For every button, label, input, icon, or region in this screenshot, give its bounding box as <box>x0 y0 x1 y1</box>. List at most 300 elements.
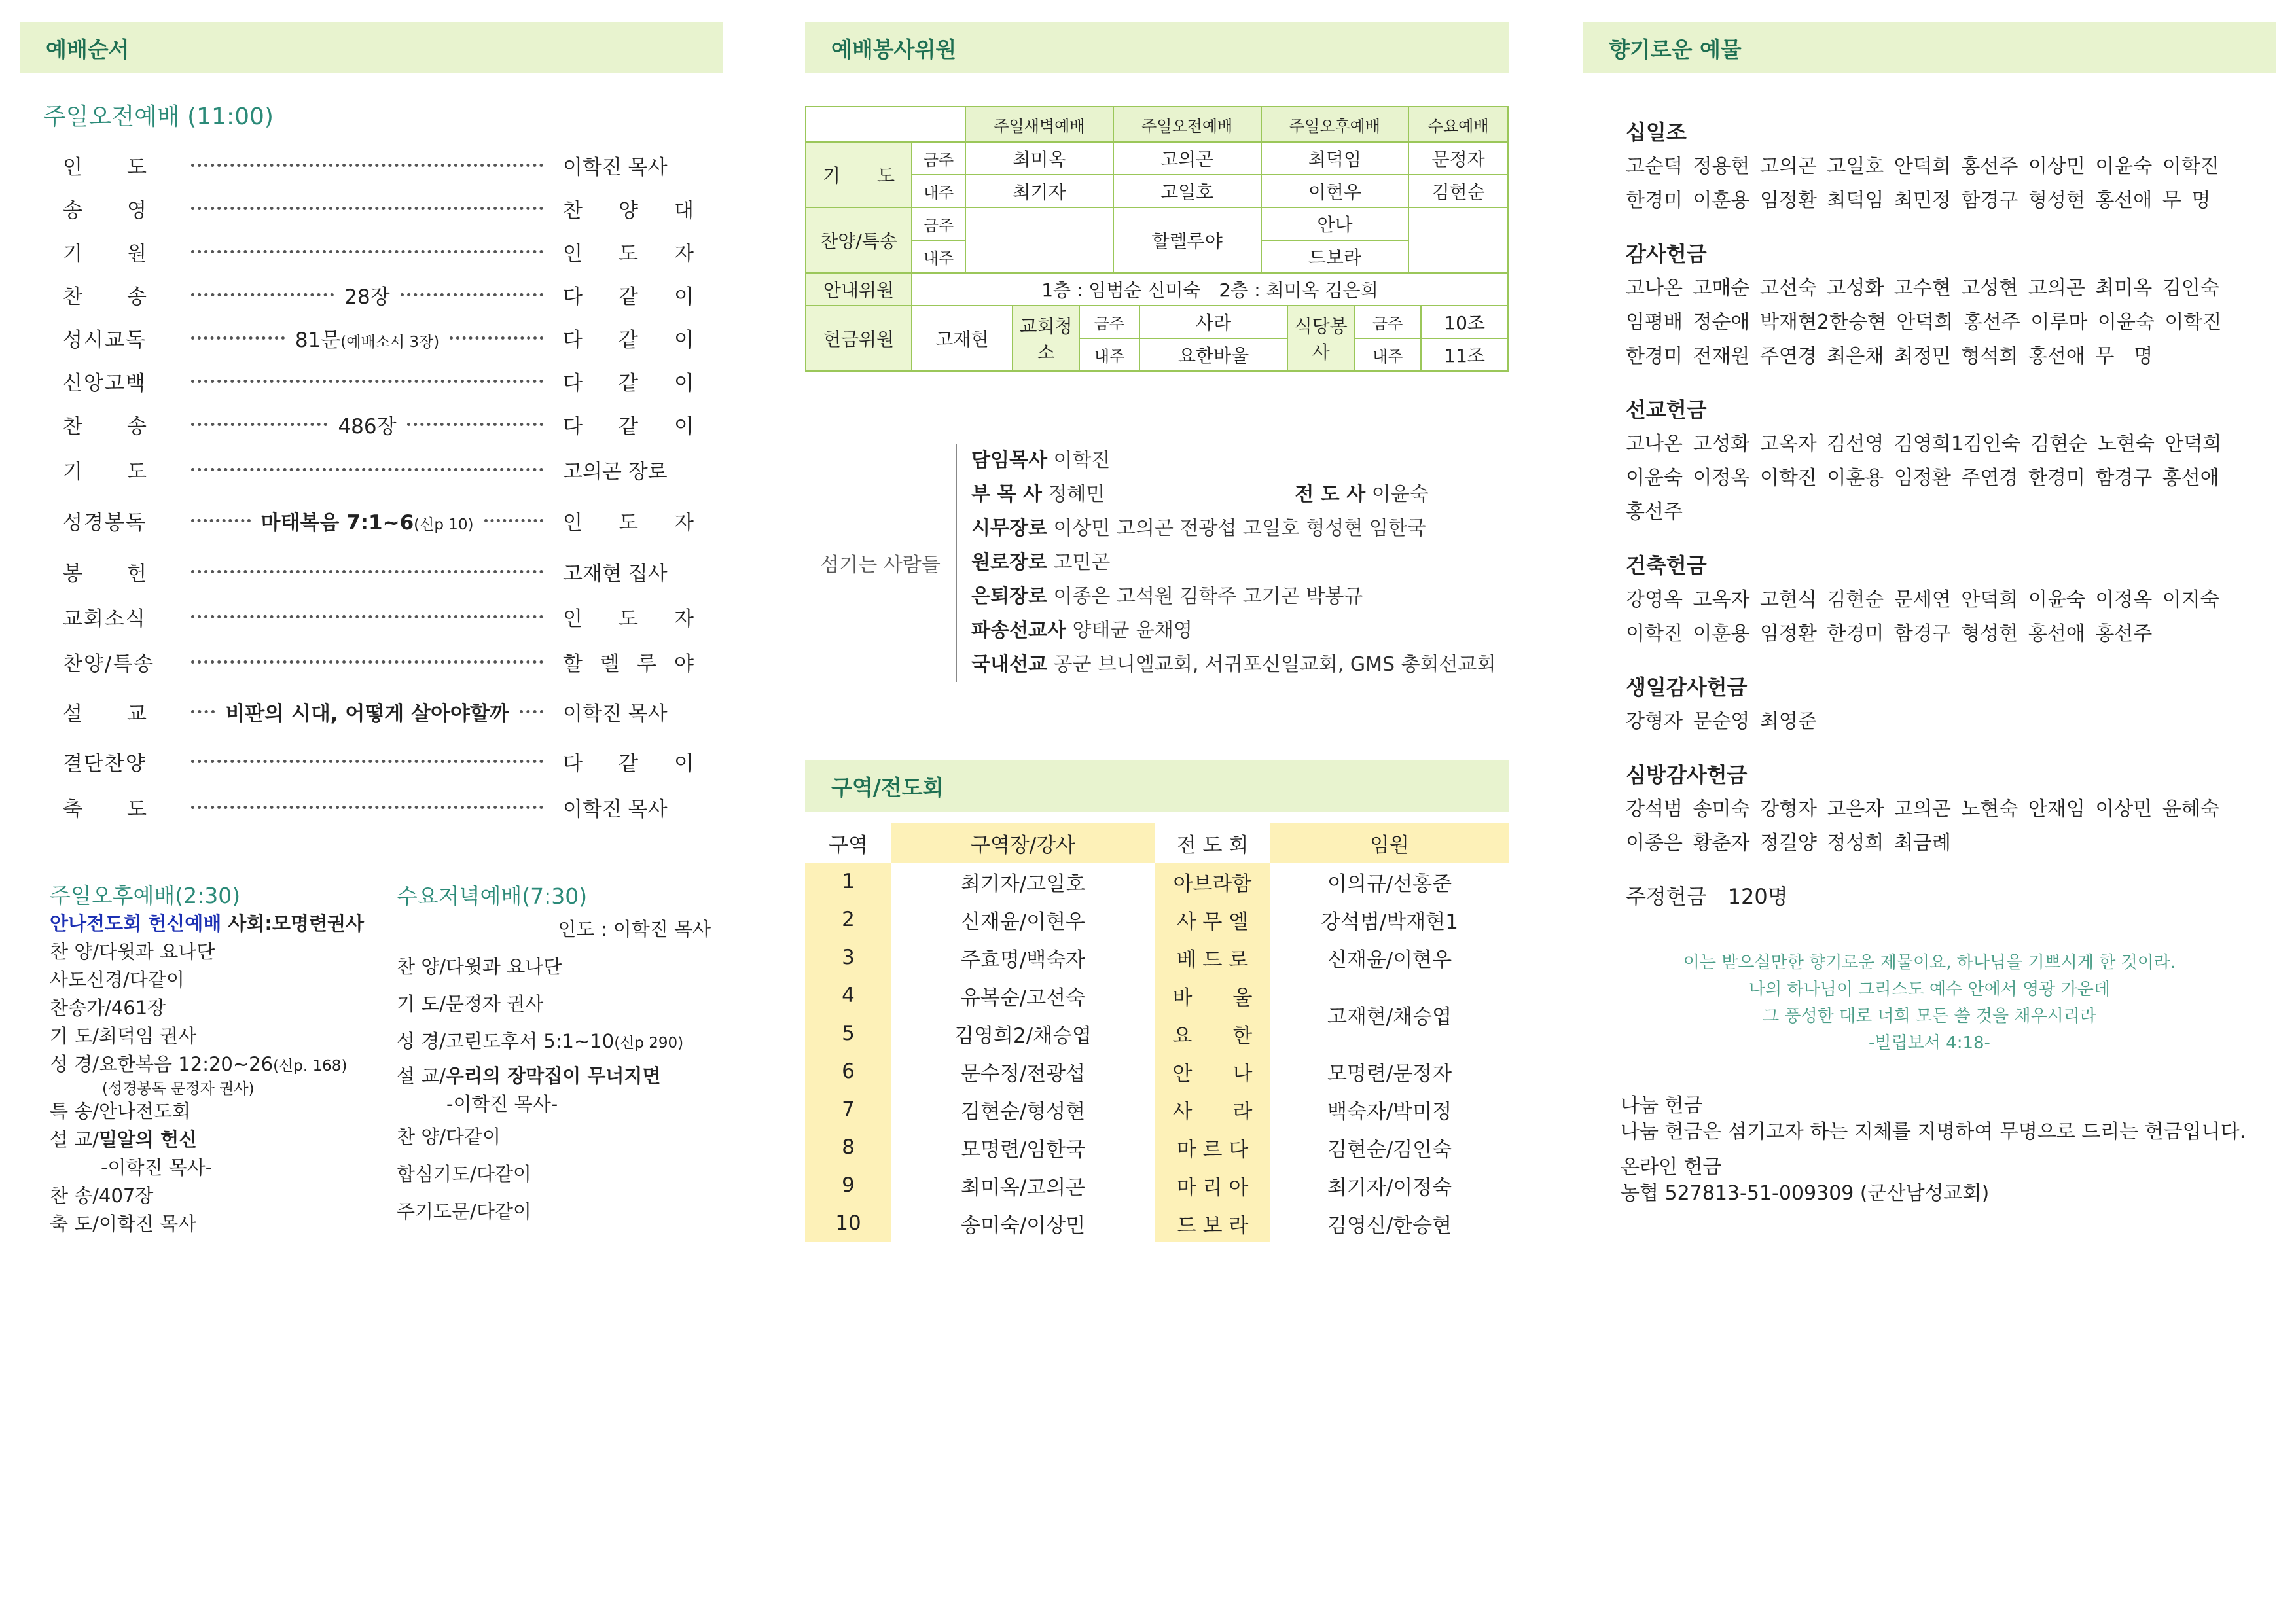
name-char: 같 <box>619 371 638 395</box>
share-title: 나눔 헌금 <box>1621 1094 1703 1117</box>
mission-group: 요 한 <box>1155 1014 1270 1052</box>
verse-line: 이는 받으실만한 향기로운 제물이요, 하나님을 기쁘시게 한 것이라. <box>1683 953 2176 972</box>
order-leader-dots <box>187 697 547 726</box>
col-afternoon: 주일오후예배 <box>1261 107 1409 142</box>
pm-line: 찬 송/407장 <box>50 1185 154 1207</box>
order-row <box>20 638 723 685</box>
order-item-label: 기 도 <box>63 459 148 484</box>
order-row <box>20 359 723 402</box>
offering-sections <box>1626 116 2276 861</box>
worship-order-column <box>20 22 723 1238</box>
staff-entries <box>956 444 1496 682</box>
donor-line: 고나온 고성화 고옥자 김선영 김영희1김인숙 김현순 노현숙 안덕희 <box>1626 433 2222 455</box>
order-item-person <box>547 602 694 632</box>
verse-reference: -빌립보서 4:18- <box>1869 1033 1990 1053</box>
pm-preacher: -이학진 목사- <box>101 1156 213 1179</box>
pm-scripture-page: (신p. 168) <box>273 1058 348 1075</box>
praise-empty <box>1408 207 1508 273</box>
order-item-label: 인 도 <box>63 155 148 179</box>
prayer-cell: 최미옥 <box>965 142 1113 175</box>
name-char: 이 <box>674 328 694 352</box>
name-char: 찬 <box>563 198 583 223</box>
online-title: 온라인 헌금 <box>1621 1156 1722 1179</box>
wed-line: 주기도문/다같이 <box>397 1200 531 1222</box>
order-item-label: 신앙고백 <box>63 371 147 395</box>
dot-leader <box>191 336 285 340</box>
name-char: 도 <box>619 607 638 631</box>
service-committee-column <box>805 22 1509 1242</box>
order-row <box>20 316 723 359</box>
name-char: 인 <box>563 607 583 631</box>
donor-line: 한경미 전재원 주연경 최은채 최정민 형석희 홍선애 무 명 <box>1626 345 2153 368</box>
cleaning-next: 요한바울 <box>1139 338 1287 371</box>
order-item-person: 이학진 목사 <box>563 155 668 179</box>
wed-line: 합심기도/다같이 <box>397 1163 531 1185</box>
order-item-label: 찬 송 <box>63 285 148 309</box>
donor-line: 한경미 이훈용 임정환 최덕임 최민정 함경구 형성현 홍선애 무 명 <box>1626 189 2211 212</box>
table-row <box>805 1090 1509 1128</box>
donor-line: 홍선주 <box>1626 501 1683 524</box>
name-char: 다 <box>563 328 583 352</box>
name-char: 루 <box>637 652 657 676</box>
mission-officer: 강석범/박재현1 <box>1321 910 1458 934</box>
dot-leader <box>484 519 544 522</box>
offering-value: 고재현 <box>912 306 1013 371</box>
usher-value: 1층 : 임범순 신미숙 2층 : 최미옥 김은희 <box>912 273 1508 306</box>
offering-section <box>1626 671 2276 739</box>
mission-officer: 김영신/한승현 <box>1327 1213 1452 1238</box>
dot-leader <box>191 468 543 471</box>
wed-sermon-label: 설 교/ <box>397 1065 446 1087</box>
staff-line <box>971 546 1496 580</box>
name-char: 할 <box>563 652 583 676</box>
staff-names: 이상민 고의곤 전광섭 고일호 형성현 임한국 <box>1047 517 1426 540</box>
name-char: 도 <box>619 241 638 266</box>
order-row <box>20 187 723 230</box>
district-number: 5 <box>805 1014 891 1052</box>
next-week: 내주 <box>1354 338 1421 371</box>
col-district: 구역 <box>829 833 868 857</box>
donor-line: 강석범 송미숙 강형자 고은자 고의곤 노현숙 안재임 이상민 윤혜숙 <box>1626 798 2219 821</box>
name-char: 다 <box>563 285 583 309</box>
prayer-cell: 최덕임 <box>1261 142 1409 175</box>
order-leader-dots <box>187 323 547 353</box>
mission-group: 마 리 아 <box>1155 1166 1270 1204</box>
table-row <box>805 1052 1509 1090</box>
district-number: 1 <box>805 863 891 901</box>
main-offering-count: 120명 <box>1727 884 1788 909</box>
dot-leader <box>191 806 543 809</box>
order-item-label: 봉 헌 <box>63 562 148 586</box>
table-row <box>805 1128 1509 1166</box>
offering-title: 선교헌금 <box>1626 397 1707 422</box>
order-leader-dots <box>187 570 547 573</box>
wed-line: 기 도/문정자 권사 <box>397 993 544 1015</box>
name-char: 같 <box>619 285 638 309</box>
mission-group: 마 르 다 <box>1155 1128 1270 1166</box>
order-leader-dots <box>187 410 547 439</box>
morning-service-title: 주일오전예배 (11:00) <box>43 103 274 130</box>
wed-scripture-page: (신p 290) <box>614 1035 684 1052</box>
name-char: 인 <box>563 241 583 266</box>
order-item-person: 고의곤 장로 <box>563 459 668 484</box>
order-item-detail <box>289 323 446 353</box>
share-offering <box>1621 1093 2276 1207</box>
order-row <box>20 143 723 187</box>
order-detail-text: 마태복음 7:1~6 <box>260 510 414 535</box>
col-morning: 주일오전예배 <box>1113 107 1261 142</box>
praise-label: 찬양/특송 <box>806 207 912 273</box>
offering-section <box>1626 758 2276 861</box>
order-leader-dots <box>187 506 547 535</box>
mission-officer: 신재윤/이현우 <box>1327 948 1452 972</box>
dot-leader <box>191 250 543 253</box>
name-char: 다 <box>563 371 583 395</box>
afternoon-service <box>20 882 397 1238</box>
name-char: 자 <box>674 607 694 631</box>
staff-list <box>805 444 1509 682</box>
this-week: 금주 <box>1354 306 1421 338</box>
dot-leader <box>191 570 543 573</box>
district-leader: 신재윤/이현우 <box>960 910 1086 934</box>
donor-line: 임평배 정순애 박재현2한승현 안덕희 홍선주 이루마 이윤숙 이학진 <box>1626 311 2222 334</box>
name-char: 자 <box>674 510 694 535</box>
main-offering <box>1626 880 2276 910</box>
pm-line: 찬 양/다윗과 요나단 <box>50 940 215 963</box>
district-leader: 유복순/고선숙 <box>960 986 1086 1010</box>
staff-role: 은퇴장로 <box>971 585 1047 608</box>
this-week: 금주 <box>912 142 965 175</box>
next-week: 내주 <box>1079 338 1139 371</box>
mission-group: 사 무 엘 <box>1155 901 1270 938</box>
praise-afternoon-next: 드보라 <box>1261 240 1409 273</box>
order-leader-dots <box>187 660 547 664</box>
pm-special: 특 송/안나전도회 <box>50 1100 191 1122</box>
district-number: 3 <box>805 938 891 976</box>
order-list <box>20 143 723 829</box>
this-week: 금주 <box>912 207 965 240</box>
wednesday-service <box>397 882 711 1238</box>
usher-label: 안내위원 <box>806 273 912 306</box>
mission-group: 안 나 <box>1155 1052 1270 1090</box>
kitchen-this: 10조 <box>1421 306 1508 338</box>
dot-leader <box>191 615 543 618</box>
dot-leader <box>450 336 543 340</box>
table-row <box>805 901 1509 938</box>
praise-morning: 할렐루야 <box>1113 207 1261 273</box>
worship-order-header: 예배순서 <box>20 22 723 73</box>
district-leader: 김현순/형성현 <box>960 1099 1086 1124</box>
offering-section <box>1626 549 2276 651</box>
verse-line: 그 풍성한 대로 너희 모든 쓸 것을 채우시리라 <box>1763 1007 2096 1026</box>
mission-officer: 백숙자/박미정 <box>1327 1099 1452 1124</box>
name-char: 이 <box>674 285 694 309</box>
name-char: 다 <box>563 751 583 776</box>
order-item-label: 성시교독 <box>63 328 147 352</box>
donor-line: 고순덕 정용현 고의곤 고일호 안덕희 홍선주 이상민 이윤숙 이학진 <box>1626 155 2219 178</box>
district-number: 8 <box>805 1128 891 1166</box>
col-officer: 임원 <box>1270 823 1509 863</box>
order-leader-dots <box>187 615 547 618</box>
offering-names <box>1626 793 2276 861</box>
name-char: 이 <box>674 371 694 395</box>
offering-title: 생일감사헌금 <box>1626 675 1748 700</box>
offering-names <box>1626 705 2276 739</box>
offering-names <box>1626 583 2276 651</box>
name-char: 대 <box>674 198 694 223</box>
staff-role: 파송선교사 <box>971 619 1066 642</box>
share-text: 나눔 헌금은 섬기고자 하는 지체를 지명하여 무명으로 드리는 헌금입니다. <box>1621 1120 2246 1143</box>
offerings-header: 향기로운 예물 <box>1583 22 2276 73</box>
staff-line <box>971 580 1496 614</box>
staff-names: 양태균 윤채영 <box>1066 619 1193 642</box>
wed-preacher: -이학진 목사- <box>446 1093 558 1115</box>
order-leader-dots <box>187 380 547 383</box>
staff-line <box>971 444 1496 478</box>
col-dawn: 주일새벽예배 <box>965 107 1113 142</box>
pm-line: 축 도/이학진 목사 <box>50 1213 197 1235</box>
offering-section <box>1626 393 2276 529</box>
mission-group: 사 라 <box>1155 1090 1270 1128</box>
order-item-label: 성경봉독 <box>63 510 147 535</box>
mission-officer: 고재현/채승엽 <box>1327 1005 1452 1029</box>
name-char: 같 <box>619 751 638 776</box>
order-row <box>20 446 723 493</box>
offering-committee-table <box>805 305 1509 372</box>
district-number: 2 <box>805 901 891 938</box>
dot-leader <box>191 710 215 713</box>
service-committee-table <box>805 106 1509 306</box>
district-table <box>805 823 1509 1242</box>
mission-group: 드 보 라 <box>1155 1204 1270 1242</box>
order-item-detail <box>338 280 396 310</box>
district-number: 4 <box>805 976 891 1014</box>
order-item-person: 고재현 집사 <box>563 562 668 586</box>
offering-title: 십일조 <box>1626 120 1687 145</box>
wednesday-title: 수요저녁예배(7:30) <box>397 883 588 909</box>
order-row <box>20 273 723 316</box>
district-number: 10 <box>805 1204 891 1242</box>
donor-line: 강영옥 고옥자 고현식 김현순 문세연 안덕희 이윤숙 이정옥 이지숙 <box>1626 588 2219 611</box>
district-leader: 김영희2/채승엽 <box>954 1024 1092 1048</box>
staff-names: 고민곤 <box>1047 551 1111 574</box>
staff-line <box>971 512 1496 546</box>
offering-names <box>1626 150 2276 218</box>
table-row <box>805 1204 1509 1242</box>
order-item-person <box>547 366 694 396</box>
staff-role: 담임목사 <box>971 449 1047 472</box>
order-leader-dots <box>187 806 547 809</box>
service-committee-header: 예배봉사위원 <box>805 22 1509 73</box>
wed-line: 찬 양/다같이 <box>397 1126 501 1148</box>
scripture-verse <box>1583 950 2276 1057</box>
order-item-person <box>547 237 694 266</box>
dot-leader <box>191 164 543 167</box>
order-row <box>20 595 723 638</box>
order-item-label: 설 교 <box>63 702 148 726</box>
next-week: 내주 <box>912 175 965 207</box>
offerings-column <box>1583 22 2276 1207</box>
pm-scripture: 성 경/요한복음 12:20~26 <box>50 1053 274 1075</box>
afternoon-moderator: 사회:모명련권사 <box>221 912 365 935</box>
order-leader-dots <box>187 164 547 167</box>
order-item-person <box>547 747 694 776</box>
district-leader: 송미숙/이상민 <box>960 1213 1086 1238</box>
staff-names: 이학진 <box>1047 449 1111 472</box>
order-detail-note: (신p 10) <box>414 516 474 533</box>
col-leader: 구역장/강사 <box>891 823 1155 863</box>
staff-names: 이종은 고석원 김학주 고기곤 박봉규 <box>1047 585 1363 608</box>
this-week: 금주 <box>1079 306 1139 338</box>
mission-officer: 김현순/김인숙 <box>1327 1137 1452 1162</box>
order-detail-text: 28장 <box>344 285 390 309</box>
district-number: 6 <box>805 1052 891 1090</box>
prayer-cell: 문정자 <box>1408 142 1508 175</box>
offering-section <box>1626 116 2276 218</box>
name-char: 같 <box>619 414 638 438</box>
wednesday-leader: 인도 : 이학진 목사 <box>558 918 711 940</box>
order-row <box>20 230 723 273</box>
table-row <box>805 938 1509 976</box>
praise-afternoon-this: 안나 <box>1261 207 1409 240</box>
staff-line <box>971 648 1496 682</box>
staff-names: 공군 브니엘교회, 서귀포신일교회, GMS 총회선교회 <box>1047 653 1496 676</box>
order-row <box>20 738 723 785</box>
donor-line: 이종은 황춘자 정길양 정성희 최금례 <box>1626 832 1951 855</box>
cleaning-this: 사라 <box>1139 306 1287 338</box>
district-header: 구역/전도회 <box>805 760 1509 812</box>
staff-names: 정혜민 <box>1041 483 1105 506</box>
wed-line: 찬 양/다윗과 요나단 <box>397 955 562 978</box>
district-leader: 모명련/임한국 <box>960 1137 1086 1162</box>
district-leader: 문수정/전광섭 <box>960 1061 1086 1086</box>
order-item-label: 송 영 <box>63 198 148 223</box>
offering-names <box>1626 272 2276 374</box>
mission-group: 베 드 로 <box>1155 938 1270 976</box>
table-row <box>805 1166 1509 1204</box>
dot-leader <box>520 710 543 713</box>
dot-leader <box>191 380 543 383</box>
pm-sermon-label: 설 교/ <box>50 1128 99 1150</box>
order-item-person <box>547 280 694 310</box>
prayer-cell: 고일호 <box>1113 175 1261 207</box>
order-row <box>20 548 723 595</box>
order-leader-dots <box>187 760 547 763</box>
order-item-person <box>547 323 694 353</box>
order-item-person <box>547 647 694 677</box>
table-row <box>805 976 1509 1014</box>
donor-line: 강형자 문순영 최영준 <box>1626 710 1817 733</box>
offering-label: 헌금위원 <box>806 306 912 371</box>
order-item-label: 결단찬양 <box>63 751 147 776</box>
staff-role: 원로장로 <box>971 551 1047 574</box>
dot-leader <box>401 293 543 296</box>
table-corner <box>806 107 965 142</box>
donor-line: 이학진 이훈용 임정환 한경미 함경구 형성현 홍선애 홍선주 <box>1626 622 2153 645</box>
name-char: 인 <box>563 510 583 535</box>
mission-officer: 모명련/문정자 <box>1327 1061 1452 1086</box>
order-leader-dots <box>187 207 547 210</box>
pm-line: 기 도/최덕임 권사 <box>50 1025 197 1047</box>
col-wednesday: 수요예배 <box>1408 107 1508 142</box>
order-leader-dots <box>187 468 547 471</box>
district-number: 7 <box>805 1090 891 1128</box>
order-item-detail <box>255 506 480 535</box>
order-item-person <box>547 194 694 223</box>
order-leader-dots <box>187 280 547 310</box>
kitchen-label: 식당봉사 <box>1287 306 1354 371</box>
order-item-person <box>547 410 694 439</box>
order-row <box>20 402 723 446</box>
dot-leader <box>191 423 327 426</box>
order-item-person: 이학진 목사 <box>563 797 668 821</box>
order-detail-text: 486장 <box>338 414 397 438</box>
order-item-label: 축 도 <box>63 797 148 821</box>
name-char: 이 <box>674 751 694 776</box>
district-leader: 최기자/고일호 <box>960 872 1086 896</box>
district-leader: 최미옥/고의곤 <box>960 1175 1086 1200</box>
dot-leader <box>191 519 251 522</box>
name-char: 다 <box>563 414 583 438</box>
order-item-label: 찬양/특송 <box>63 652 155 676</box>
order-item-person: 이학진 목사 <box>563 702 668 726</box>
other-services <box>20 882 723 1238</box>
dot-leader <box>191 293 334 296</box>
online-account: 농협 527813-51-009309 (군산남성교회) <box>1621 1182 1990 1205</box>
prayer-cell: 이현우 <box>1261 175 1409 207</box>
dot-leader <box>191 207 543 210</box>
afternoon-subtitle: 안나전도회 헌신예배 <box>50 912 222 935</box>
offering-names <box>1626 427 2276 529</box>
staff-role: 국내선교 <box>971 653 1047 676</box>
order-detail-text: 81문 <box>295 328 341 352</box>
prayer-cell: 김현순 <box>1408 175 1508 207</box>
name-char: 양 <box>619 198 638 223</box>
order-row <box>20 493 723 548</box>
order-detail-text: 비판의 시대, 어떻게 살아야할까 <box>225 702 509 726</box>
name-char: 이 <box>674 414 694 438</box>
mission-group: 바 울 <box>1155 976 1270 1014</box>
district-leader: 주효명/백숙자 <box>960 948 1086 972</box>
staff-role: 시무장로 <box>971 517 1047 540</box>
staff-role: 부 목 사 <box>971 483 1042 506</box>
donor-line: 고나온 고매순 고선숙 고성화 고수현 고성현 고의곤 최미옥 김인숙 <box>1626 277 2219 300</box>
name-char: 같 <box>619 328 638 352</box>
praise-empty <box>965 207 1113 273</box>
offering-title: 감사헌금 <box>1626 241 1707 266</box>
dot-leader <box>191 660 543 664</box>
next-week: 내주 <box>912 240 965 273</box>
pm-scripture-reader: (성경봉독 문정자 권사) <box>102 1080 255 1097</box>
table-row <box>805 863 1509 901</box>
verse-line: 나의 하나님이 그리스도 예수 안에서 영광 가운데 <box>1749 980 2110 999</box>
name-char: 야 <box>674 652 694 676</box>
wed-scripture: 성 경/고린도후서 5:1~10 <box>397 1030 615 1052</box>
mission-officer: 이의규/선홍준 <box>1327 872 1452 896</box>
prayer-label: 기 도 <box>806 142 912 207</box>
prayer-cell: 고의곤 <box>1113 142 1261 175</box>
kitchen-next: 11조 <box>1421 338 1508 371</box>
order-row <box>20 685 723 738</box>
order-item-label: 교회소식 <box>63 607 147 631</box>
mission-group: 아브라함 <box>1155 863 1270 901</box>
afternoon-title: 주일오후예배(2:30) <box>50 883 241 908</box>
donor-line: 이윤숙 이정옥 이학진 이훈용 임정환 주연경 한경미 함경구 홍선애 <box>1626 467 2219 490</box>
dot-leader <box>407 423 543 426</box>
staff-line <box>971 614 1496 648</box>
col-mission: 전 도 회 <box>1176 833 1249 857</box>
pm-line: 사도신경/다같이 <box>50 969 185 991</box>
